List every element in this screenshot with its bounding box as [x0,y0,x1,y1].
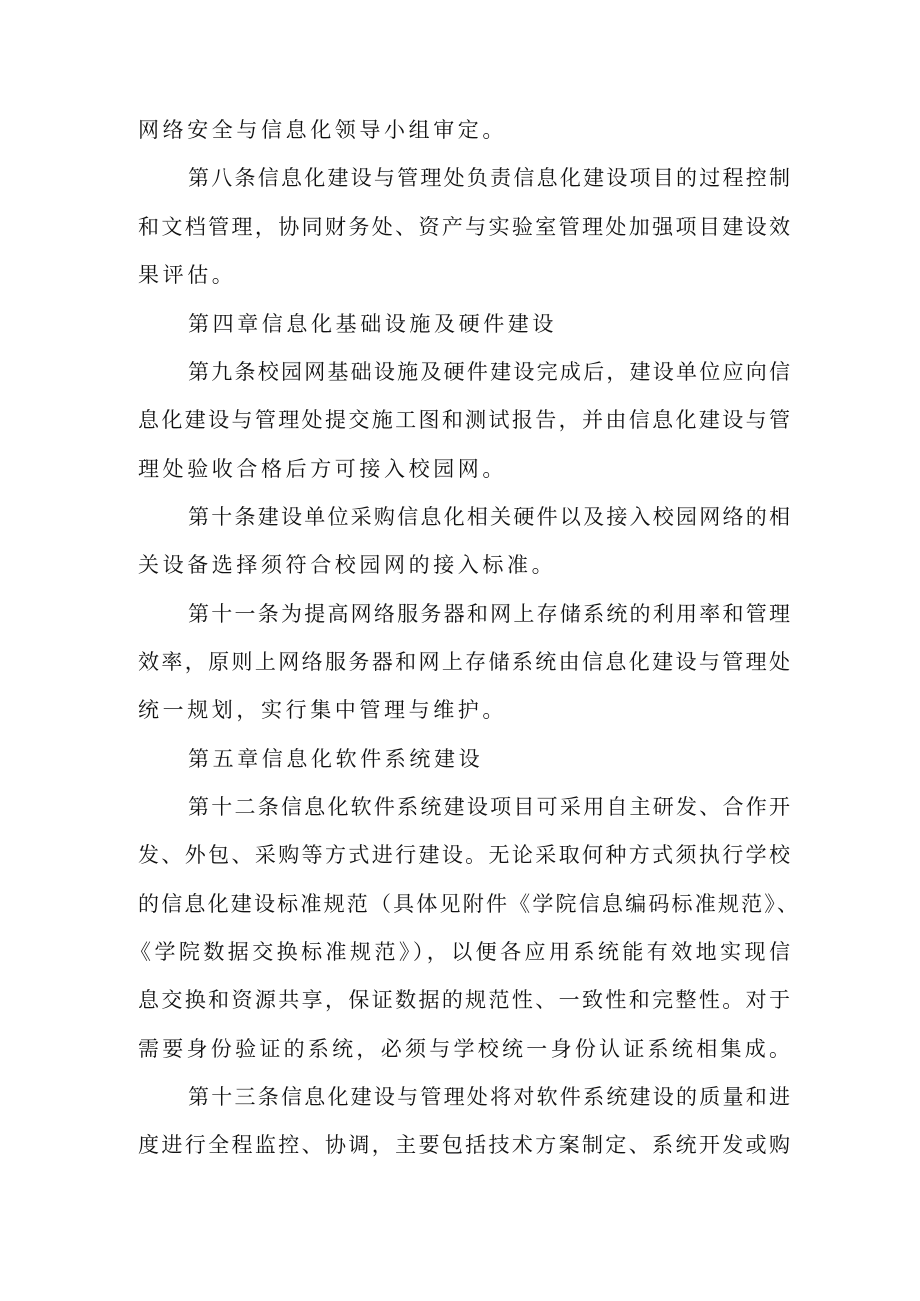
text-line: 发、外包、采购等方式进行建设。无论采取何种方式须执行学校 [138,843,790,867]
text-line: 统一规划，实行集中管理与维护。 [138,698,507,722]
text-line: 效率，原则上网络服务器和网上存储系统由信息化建设与管理处 [138,650,790,674]
chapter-4-heading: 第四章信息化基础设施及硬件建设 [188,312,557,336]
text-line: 息化建设与管理处提交施工图和测试报告，并由信息化建设与管 [138,408,790,432]
text-line: 理处验收合格后方可接入校园网。 [138,457,507,481]
article-9-line: 第九条校园网基础设施及硬件建设完成后，建设单位应向信 [188,360,790,384]
article-10-line: 第十条建设单位采购信息化相关硬件以及接入校园网络的相 [188,505,790,529]
article-8-line: 第八条信息化建设与管理处负责信息化建设项目的过程控制 [188,166,790,190]
chapter-5-heading: 第五章信息化软件系统建设 [188,747,484,771]
text-line: 关设备选择须符合校园网的接入标准。 [138,553,557,577]
text-line: 和文档管理，协同财务处、资产与实验室管理处加强项目建设效 [138,215,790,239]
text-line: 网络安全与信息化领导小组审定。 [138,118,507,142]
text-line: 需要身份验证的系统，必须与学校统一身份认证系统相集成。 [138,1037,790,1061]
text-line: 《学院数据交换标准规范》），以便各应用系统能有效地实现信 [130,940,790,964]
text-line: 果评估。 [138,263,237,287]
text-line: 的信息化建设标准规范（具体见附件《学院信息编码标准规范》、 [138,892,798,916]
article-13-line: 第十三条信息化建设与管理处将对软件系统建设的质量和进 [188,1085,790,1109]
article-12-line: 第十二条信息化软件系统建设项目可采用自主研发、合作开 [188,795,790,819]
text-line: 息交换和资源共享，保证数据的规范性、一致性和完整性。对于 [138,988,790,1012]
article-11-line: 第十一条为提高网络服务器和网上存储系统的利用率和管理 [188,602,790,626]
text-line: 度进行全程监控、协调，主要包括技术方案制定、系统开发或购 [138,1133,790,1157]
